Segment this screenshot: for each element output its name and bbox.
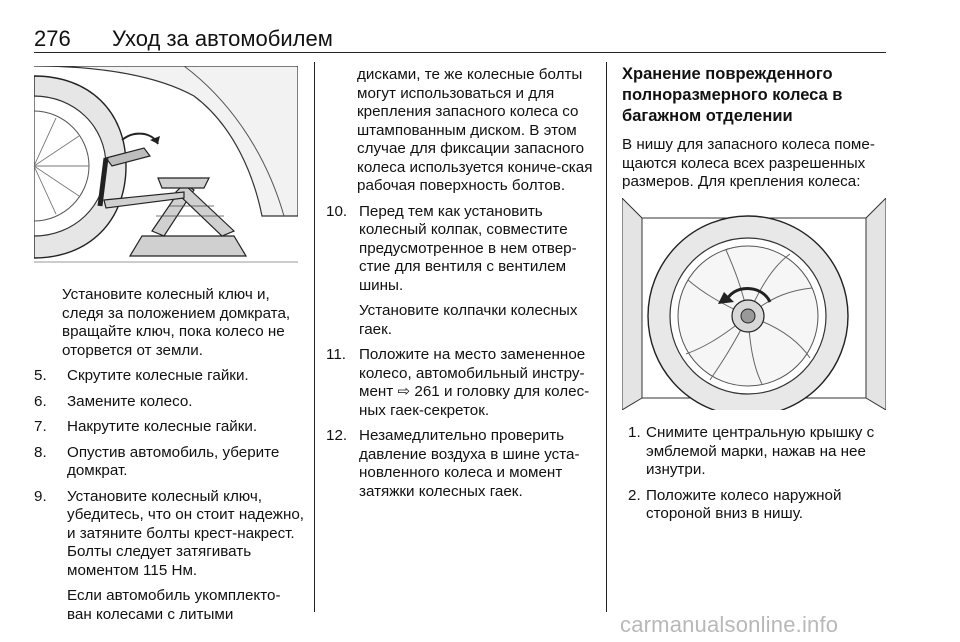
spare-wheel-in-trunk-well-illustration (622, 198, 886, 410)
list-text: Положите на место замененное колесо, автомобильный инстру-мент (359, 346, 586, 400)
section-heading: Хранение поврежденного полноразмерного колеса в багажном отделении (622, 65, 843, 125)
list-text: Накрутите колесные гайки. (67, 418, 258, 435)
list-number: 9. (34, 487, 47, 505)
watermark: carmanualsonline.info (620, 612, 839, 637)
list-text: Положите колесо наружной стороной вниз в нишу. (646, 486, 842, 522)
list-item-5 (34, 367, 304, 386)
page-header (34, 12, 886, 53)
list-note: Если автомобиль укомплекто-ван колесами с литыми (67, 587, 281, 623)
list-number: 10. (326, 202, 348, 220)
list-number: 7. (34, 418, 47, 435)
left-column-text (34, 286, 304, 631)
list-item-10 (326, 203, 594, 340)
list-text: Установите колесный ключ, убедитесь, что он стоит надежно, и затяните болты крест-накрест. Болты следует затягивать моментом 115 Нм. (67, 487, 305, 579)
intro-paragraph: Установите колесный ключ и, следя за положением домкрата, вращайте ключ, пока колесо не оторвется от земли. (62, 286, 291, 359)
page-number: 276 (34, 26, 71, 51)
list-item-1 (622, 424, 888, 480)
list-item-6 (34, 393, 304, 412)
list-item-9 (34, 488, 304, 625)
list-text: Скрутите колесные гайки. (67, 367, 249, 384)
column-divider-left (314, 62, 315, 612)
list-number: 11. (326, 346, 346, 363)
list-text: 261 и головку для колес-ных гаек-секреток. (359, 383, 590, 419)
list-note: Установите колпачки колесных гаек. (359, 302, 578, 338)
list-item-2 (622, 487, 888, 524)
list-text: Замените колесо. (67, 392, 193, 410)
page-title: Уход за автомобилем (112, 26, 333, 51)
continuation-paragraph: дисками, те же колесные болты могут использоваться и для крепления запасного колеса со штампованным диском. В этом случае для фиксации запасного колеса используется кониче-ская рабочая поверхность болтов. (357, 66, 593, 194)
column-divider-right (606, 62, 607, 612)
list-text: Снимите центральную крышку с эмблемой марки, нажав на нее изнутри. (646, 424, 875, 478)
jack-under-car-illustration (34, 66, 298, 278)
list-number: 6. (34, 392, 47, 410)
list-text: Опустив автомобиль, уберите домкрат. (67, 443, 280, 479)
list-number: 2. (628, 486, 641, 504)
list-number: 8. (34, 443, 47, 461)
middle-column-text (326, 66, 594, 508)
list-number: 1. (628, 424, 641, 441)
list-text: Незамедлительно проверить давление воздуха в шине уста-новленного колеса и момент затяжки колесных гаек. (359, 427, 580, 500)
cross-reference-arrow-icon[interactable]: ⇨ (397, 383, 411, 400)
list-item-11 (326, 346, 594, 420)
list-text: Перед тем как установить колесный колпак, совместите предусмотренное в нем отвер-стие для вентиля с вентилем шины. (359, 202, 577, 294)
right-intro: В нишу для запасного колеса поме-щаются колеса всех разрешенных размеров. Для крепления колеса: (622, 136, 875, 190)
list-number: 5. (34, 367, 47, 384)
right-steps (622, 424, 888, 531)
list-item-8 (34, 444, 304, 481)
list-item-12 (326, 427, 594, 501)
list-item-7 (34, 418, 304, 437)
list-number: 12. (326, 427, 348, 444)
